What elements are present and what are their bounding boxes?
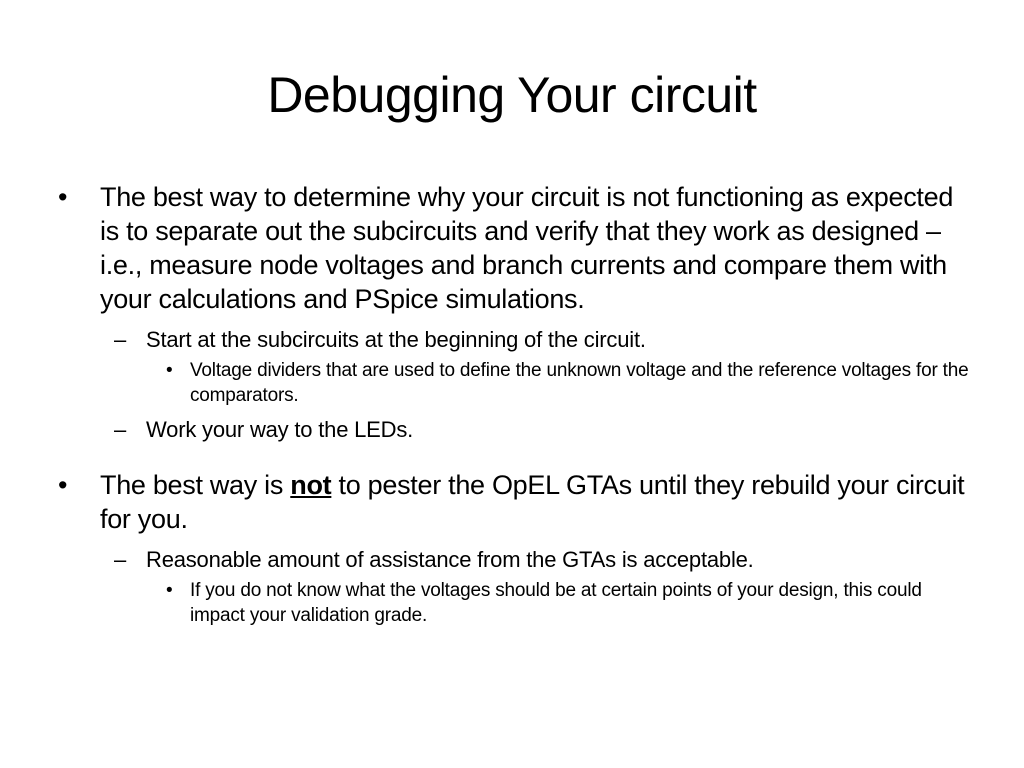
bullet-level2 <box>58 326 970 354</box>
bullet-text: The best way to determine why your circuit is not functioning as expected is to separate out the subcircuits and verify that they work as designed – i.e., measure node voltages and branch currents and compare them with your calculations and PSpice simulations. <box>100 182 954 314</box>
bullet-text: Reasonable amount of assistance from the GTAs is acceptable. <box>146 547 754 572</box>
slide-body <box>58 180 970 628</box>
bullet-marker: • <box>58 182 68 212</box>
bullet-text: Start at the subcircuits at the beginning of the circuit. <box>146 327 646 352</box>
bullet-text: If you do not know what the voltages should be at certain points of your design, this could impact your validation grade. <box>190 580 922 626</box>
bullet-text <box>100 470 964 534</box>
bullet-text-before: The best way is <box>100 470 291 500</box>
bullet-level3 <box>58 578 970 628</box>
bullet-marker: • <box>166 360 173 381</box>
bullet-text: Voltage dividers that are used to define the unknown voltage and the reference voltages for the comparators. <box>190 360 969 406</box>
bullet-marker: • <box>58 470 68 500</box>
dash-marker: – <box>114 327 127 352</box>
bullet-text: Work your way to the LEDs. <box>146 417 414 442</box>
bullet-level1 <box>58 468 970 536</box>
bullet-level2 <box>58 546 970 574</box>
dash-marker: – <box>114 547 127 572</box>
bullet-level2 <box>58 416 970 444</box>
dash-marker: – <box>114 417 127 442</box>
bullet-level3 <box>58 358 970 408</box>
emphasis-not: not <box>290 470 332 500</box>
bullet-text-after: to pester the OpEL GTAs until they rebuild your circuit for you. <box>100 470 965 534</box>
slide-title: Debugging Your circuit <box>267 67 757 123</box>
bullet-level1 <box>58 180 970 316</box>
bullet-marker: • <box>166 580 173 601</box>
